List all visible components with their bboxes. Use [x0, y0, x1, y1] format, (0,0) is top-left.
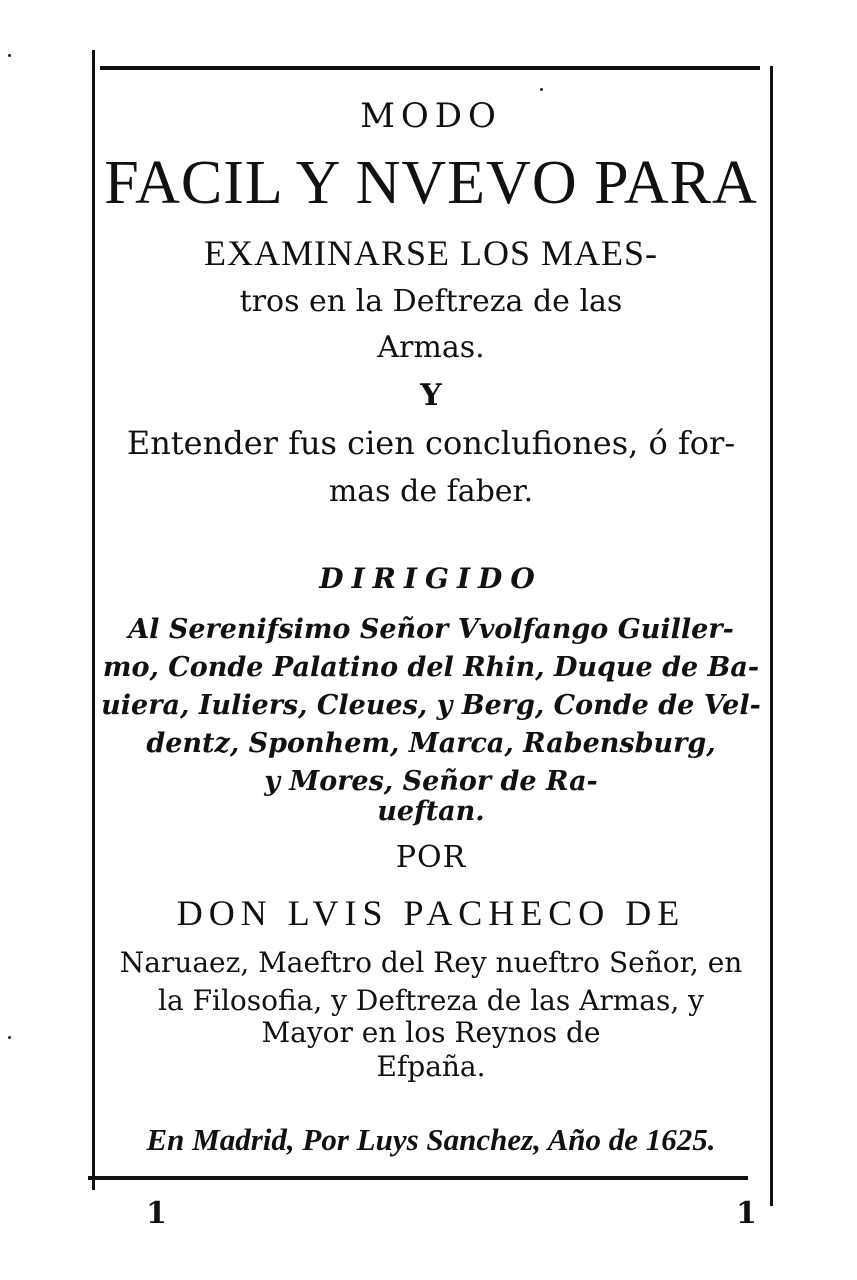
right-border-rule	[770, 66, 773, 1206]
bottom-border-rule	[88, 1176, 748, 1180]
paper-speck	[540, 88, 543, 91]
dedication-line: uiera, Iuliers, Cleues, y Berg, Conde de Vel-	[101, 690, 761, 721]
author-por: POR	[395, 840, 467, 875]
author-line: la Filosofia, y Deftreza de las Armas, y	[158, 984, 704, 1017]
author-name: DON LVIS PACHECO DE	[176, 893, 686, 933]
dedication-line: dentz, Sponhem, Marca, Rabensburg,	[146, 728, 716, 759]
margin-speck	[8, 1036, 11, 1039]
dedication-line: ueftan.	[377, 796, 485, 827]
dedication-line: mo, Conde Palatino del Rhin, Duque de Ba-	[102, 652, 760, 683]
subtitle-line-2: tros en la Deftreza de las	[239, 284, 623, 319]
author-line: Mayor en los Reynos de	[261, 1016, 601, 1049]
subtitle-line-1: EXAMINARSE LOS MAES-	[203, 233, 659, 273]
subtitle-line-5: mas de faber.	[328, 474, 534, 509]
margin-speck	[8, 54, 11, 57]
subtitle-line-4: Entender fus cien conclufiones, ó for-	[126, 424, 736, 462]
folio-right: 1	[736, 1196, 757, 1231]
dedication-line: Al Serenifsimo Señor Vvolfango Guiller-	[128, 614, 734, 645]
modo-heading: MODO	[360, 96, 502, 136]
folio-left: 1	[146, 1196, 167, 1231]
author-line: Efpaña.	[376, 1050, 486, 1083]
subtitle-line-3: Armas.	[377, 330, 485, 365]
main-title: FACIL Y NVEVO PARA	[104, 149, 758, 217]
dedication-heading: DIRIGIDO	[319, 562, 543, 595]
top-border-rule	[100, 66, 760, 70]
conjunction: Y	[420, 378, 442, 413]
imprint: En Madrid, Por Luys Sanchez, Año de 1625.	[146, 1122, 716, 1157]
dedication-line: y Mores, Señor de Ra-	[264, 766, 598, 797]
author-line: Naruaez, Maeftro del Rey nueftro Señor, en	[119, 946, 743, 979]
